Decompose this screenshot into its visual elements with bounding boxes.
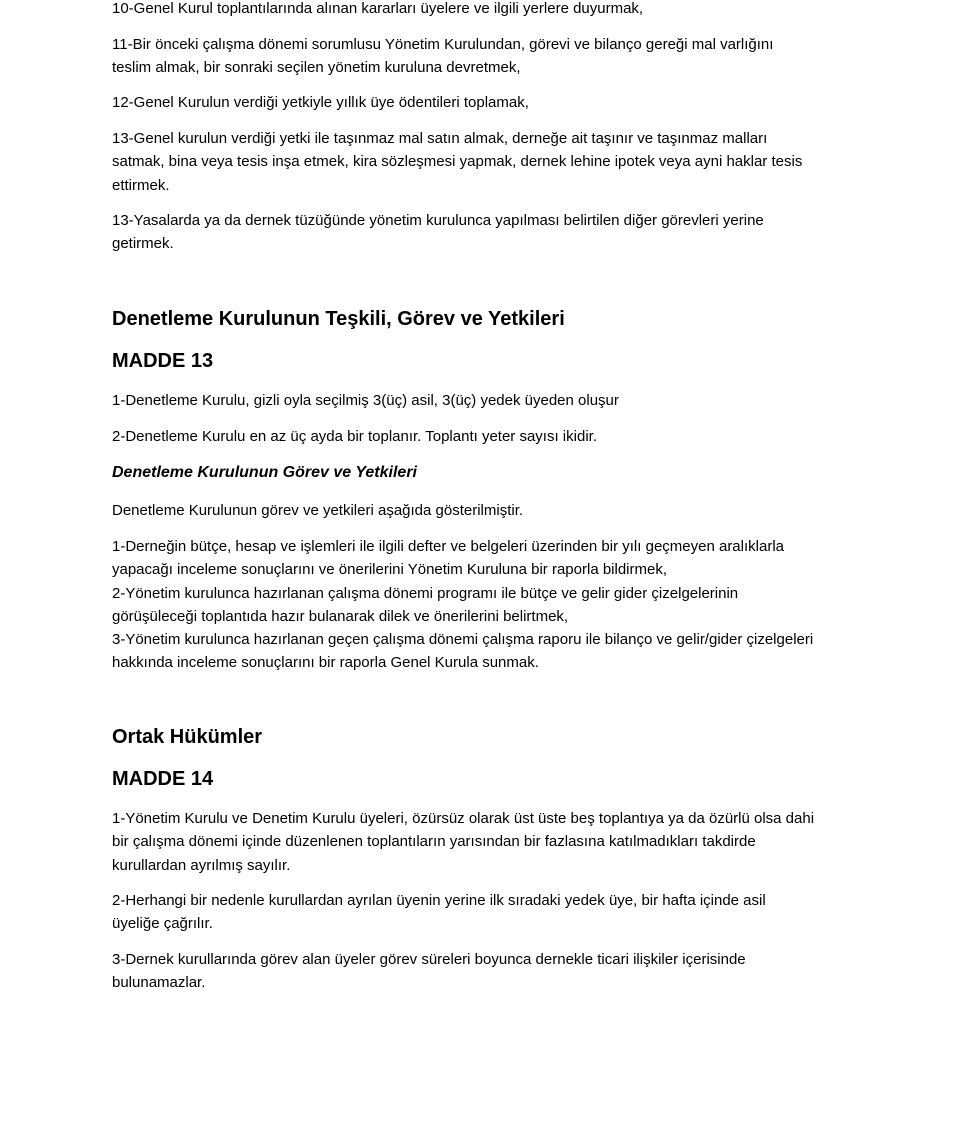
section-14-heading: Ortak Hükümler — [112, 726, 263, 748]
text-line: 1-Derneğin bütçe, hesap ve işlemleri ile ilgili defter ve belgeleri üzerinden bir yılı geçmeyen aralıklarla — [112, 538, 784, 555]
madde-14-heading: MADDE 14 — [112, 768, 214, 790]
text-line: hakkında inceleme sonuçlarını bir raporla Genel Kurula sunmak. — [112, 654, 539, 672]
text-line: getirmek. — [112, 235, 174, 253]
text-line: ettirmek. — [112, 176, 170, 194]
denetleme-subheading: Denetleme Kurulunun Görev ve Yetkileri — [112, 464, 417, 481]
paragraph-denetleme-1 — [112, 389, 872, 412]
text-line: 12-Genel Kurulun verdiği yetkiyle yıllık üye ödentileri toplamak, — [112, 94, 529, 111]
text-line: kurullardan ayrılmış sayılır. — [112, 856, 291, 874]
text-line: 2-Denetleme Kurulu en az üç ayda bir toplanır. Toplantı yeter sayısı ikidir. — [112, 428, 597, 445]
paragraph-denetleme-duties — [112, 535, 872, 675]
paragraph-denetleme-2 — [112, 425, 872, 448]
text-line: 2-Herhangi bir nedenle kurullardan ayrılan üyenin yerine ilk sıradaki yedek üye, bir hafta içinde asil — [112, 892, 766, 909]
paragraph-item-10 — [112, 0, 872, 20]
paragraph-item-13b — [112, 209, 872, 256]
text-line: 13-Yasalarda ya da dernek tüzüğünde yönetim kurulunca yapılması belirtilen diğer görevleri yerine — [112, 212, 764, 229]
paragraph-ortak-3 — [112, 948, 872, 995]
text-line: 3-Yönetim kurulunca hazırlanan geçen çalışma dönemi çalışma raporu ile bilanço ve gelir/gider çizelgeleri — [112, 631, 814, 649]
text-line: bulunamazlar. — [112, 974, 206, 992]
text-line: teslim almak, bir sonraki seçilen yönetim kuruluna devretmek, — [112, 59, 521, 77]
text-line: 10-Genel Kurul toplantılarında alınan kararları üyelere ve ilgili yerlere duyurmak, — [112, 0, 644, 17]
text-line: 1-Yönetim Kurulu ve Denetim Kurulu üyeleri, özürsüz olarak üst üste beş toplantıya ya da özürlü olsa dahi — [112, 810, 815, 827]
text-line: bir çalışma dönemi içinde düzenlenen toplantıların yarısından bir fazlasına katılmadıkları takdirde — [112, 833, 756, 851]
text-line: 3-Dernek kurullarında görev alan üyeler görev süreleri boyunca dernekle ticari ilişkiler içerisinde — [112, 951, 746, 968]
paragraph-item-13a — [112, 127, 872, 197]
paragraph-denetleme-intro — [112, 499, 872, 522]
text-line: 13-Genel kurulun verdiği yetki ile taşınmaz mal satın almak, derneğe ait taşınır ve taşınmaz malları — [112, 130, 768, 147]
madde-13-heading: MADDE 13 — [112, 350, 214, 372]
paragraph-ortak-1 — [112, 807, 872, 877]
text-line: görüşüleceği toplantıda hazır bulanarak dilek ve önerilerini belirtmek, — [112, 607, 569, 625]
text-line: yapacağı inceleme sonuçlarını ve önerilerini Yönetim Kuruluna bir raporla bildirmek, — [112, 561, 668, 579]
section-13-heading: Denetleme Kurulunun Teşkili, Görev ve Yetkileri — [112, 308, 565, 330]
text-line: 2-Yönetim kurulunca hazırlanan çalışma dönemi programı ile bütçe ve gelir gider çizelgelerinin — [112, 584, 739, 602]
text-line: 11-Bir önceki çalışma dönemi sorumlusu Yönetim Kurulundan, görevi ve bilanço gereği mal varlığını — [112, 36, 774, 53]
text-line: 1-Denetleme Kurulu, gizli oyla seçilmiş 3(üç) asil, 3(üç) yedek üyeden oluşur — [112, 392, 619, 409]
paragraph-item-11 — [112, 33, 872, 80]
text-line: üyeliğe çağrılır. — [112, 915, 213, 933]
text-line: Denetleme Kurulunun görev ve yetkileri aşağıda gösterilmiştir. — [112, 502, 524, 519]
paragraph-ortak-2 — [112, 889, 872, 936]
paragraph-item-12 — [112, 91, 872, 114]
text-line: satmak, bina veya tesis inşa etmek, kira sözleşmesi yapmak, dernek lehine ipotek veya ayni haklar tesis — [112, 153, 803, 171]
